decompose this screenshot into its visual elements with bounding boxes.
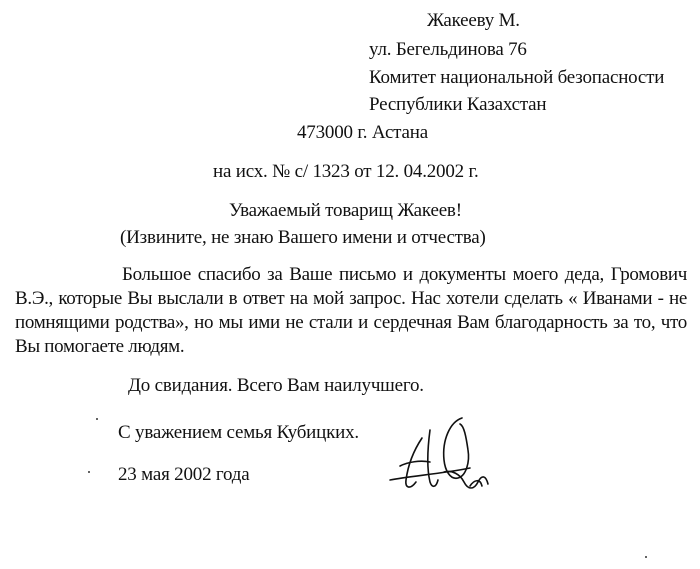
letter-date: 23 мая 2002 года <box>118 464 250 485</box>
recipient-organization: Комитет национальной безопасности <box>369 67 665 88</box>
scan-speck <box>88 471 90 473</box>
handwritten-signature <box>370 410 510 510</box>
recipient-organization-country: Республики Казахстан <box>369 94 547 115</box>
recipient-city: 473000 г. Астана <box>297 122 428 143</box>
recipient-street: ул. Бегельдинова 76 <box>369 39 527 60</box>
farewell: До свидания. Всего Вам наилучшего. <box>128 375 424 396</box>
closing-regards: С уважением семья Кубицких. <box>118 422 359 443</box>
recipient-name: Жакееву М. <box>427 10 520 31</box>
letter-body: Большое спасибо за Ваше письмо и документы моего деда, Громович В.Э., которые Вы выслали в ответ на мой запрос. Нас хотели сделать « Иванами - не помнящими родства», но мы ими не стали и сердечная Вам благодарность за то, что Вы помогаете людям. <box>15 264 687 357</box>
scan-speck <box>96 418 98 420</box>
reference-line: на исх. № с/ 1323 от 12. 04.2002 г. <box>213 161 479 182</box>
apology-note: (Извините, не знаю Вашего имени и отчества) <box>120 227 486 248</box>
greeting: Уважаемый товарищ Жакеев! <box>229 200 462 221</box>
scan-speck <box>645 556 647 558</box>
